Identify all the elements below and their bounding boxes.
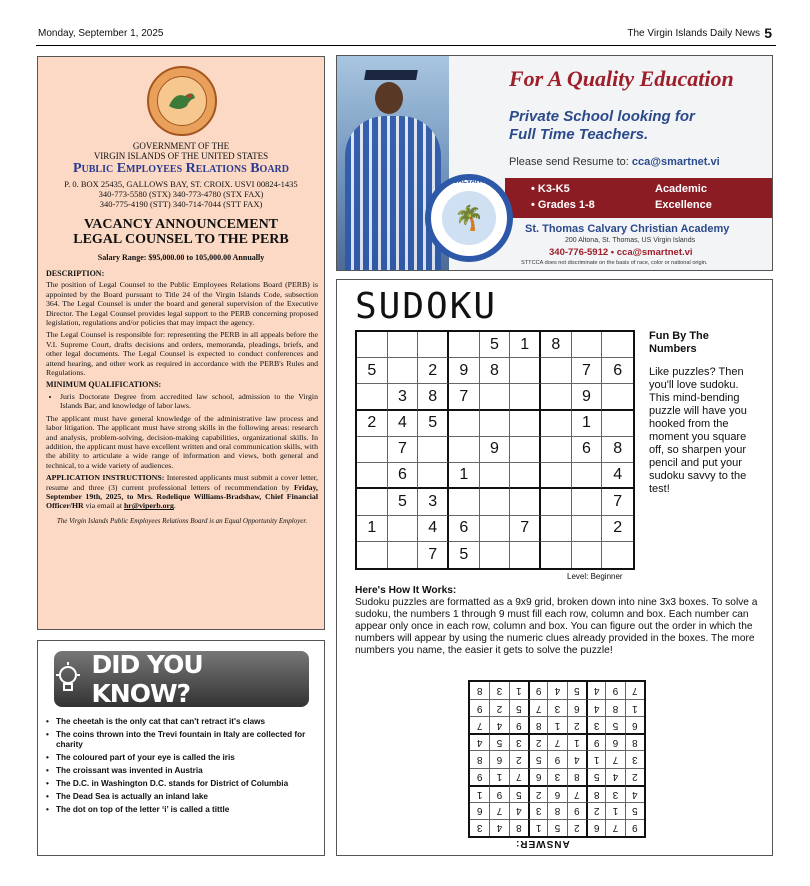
band-excellence: Excellence bbox=[655, 199, 712, 211]
answer-cell: 5 bbox=[509, 785, 528, 802]
sudoku-cell[interactable] bbox=[510, 542, 541, 568]
sudoku-cell[interactable] bbox=[602, 384, 633, 410]
sudoku-cell[interactable]: 8 bbox=[602, 437, 633, 463]
sudoku-cell[interactable] bbox=[572, 332, 603, 358]
answer-cell: 2 bbox=[528, 733, 547, 750]
edu-resume-text: Please send Resume to: bbox=[509, 156, 629, 168]
answer-cell: 4 bbox=[586, 682, 605, 699]
answer-cell: 8 bbox=[567, 768, 586, 785]
sudoku-cell[interactable] bbox=[388, 332, 419, 358]
edu-subhead-1: Private School looking for bbox=[509, 108, 695, 125]
did-you-know-banner bbox=[54, 651, 309, 707]
sudoku-cell[interactable] bbox=[572, 516, 603, 542]
answer-cell: 9 bbox=[586, 733, 605, 750]
qualifications-heading: MINIMUM QUALIFICATIONS: bbox=[46, 380, 162, 390]
sudoku-cell[interactable] bbox=[388, 358, 419, 384]
sudoku-level: Level: Beginner bbox=[567, 572, 623, 581]
answer-cell: 4 bbox=[489, 716, 508, 733]
answer-cell: 5 bbox=[528, 750, 547, 767]
sudoku-cell[interactable]: 1 bbox=[357, 516, 388, 542]
board-name: Public Employees Relations Board bbox=[72, 161, 290, 176]
sudoku-cell[interactable] bbox=[541, 489, 572, 515]
did-you-know-box bbox=[37, 640, 325, 856]
sudoku-cell[interactable]: 7 bbox=[602, 489, 633, 515]
answer-cell: 9 bbox=[509, 716, 528, 733]
school-name: St. Thomas Calvary Christian Academy bbox=[525, 223, 730, 235]
school-emblem-icon bbox=[425, 174, 513, 262]
sudoku-cell[interactable] bbox=[357, 332, 388, 358]
board-address bbox=[38, 179, 324, 209]
sudoku-cell[interactable] bbox=[449, 411, 480, 437]
answer-cell: 2 bbox=[625, 768, 644, 785]
header-page-number: 5 bbox=[764, 25, 772, 41]
facts-list bbox=[46, 717, 316, 815]
answer-cell: 3 bbox=[489, 682, 508, 699]
sudoku-intro bbox=[649, 330, 759, 496]
sudoku-cell[interactable] bbox=[602, 332, 633, 358]
sudoku-cell[interactable]: 8 bbox=[541, 332, 572, 358]
school-disclaimer: STTCCA does not discriminate on the basis of race, color or national origin. bbox=[521, 260, 708, 266]
band-academic: Academic bbox=[655, 183, 707, 195]
header-paper-name: The Virgin Islands Daily News bbox=[627, 28, 760, 39]
answer-cell: 5 bbox=[509, 699, 528, 716]
answer-cell: 3 bbox=[625, 750, 644, 767]
sudoku-cell[interactable] bbox=[418, 437, 449, 463]
answer-cell: 1 bbox=[470, 785, 489, 802]
sudoku-cell[interactable]: 1 bbox=[510, 332, 541, 358]
application-tail: via email at bbox=[85, 501, 122, 511]
sudoku-cell[interactable] bbox=[510, 463, 541, 489]
application-text: Interested applicants must submit a cover letter, resume and three (3) current professional letters of recommendation by bbox=[46, 473, 318, 492]
sudoku-cell[interactable] bbox=[480, 463, 511, 489]
fact-item: • The Dead Sea is actually an inland lake bbox=[46, 792, 316, 802]
sudoku-cell[interactable] bbox=[572, 542, 603, 568]
sudoku-cell[interactable]: 4 bbox=[418, 516, 449, 542]
answer-cell: 1 bbox=[489, 768, 508, 785]
answer-cell: 6 bbox=[489, 750, 508, 767]
sudoku-cell[interactable]: 4 bbox=[602, 463, 633, 489]
sudoku-cell[interactable]: 8 bbox=[418, 384, 449, 410]
fact-item: • The dot on top of the letter ‘i’ is called a tittle bbox=[46, 805, 316, 815]
eoe-statement: The Virgin Islands Public Employees Relations Board is an Equal Opportunity Employer. bbox=[56, 516, 308, 525]
sudoku-cell[interactable]: 5 bbox=[388, 489, 419, 515]
sudoku-puzzle-grid[interactable] bbox=[355, 330, 635, 570]
answer-cell: 5 bbox=[547, 819, 566, 836]
answer-cell: 3 bbox=[586, 716, 605, 733]
sudoku-cell[interactable] bbox=[510, 411, 541, 437]
sudoku-cell[interactable] bbox=[541, 516, 572, 542]
edu-red-band bbox=[505, 178, 773, 218]
answer-cell: 6 bbox=[625, 716, 644, 733]
sudoku-cell[interactable] bbox=[480, 516, 511, 542]
answer-cell: 4 bbox=[489, 819, 508, 836]
answer-cell: 6 bbox=[605, 733, 624, 750]
answer-cell: 4 bbox=[625, 785, 644, 802]
answer-cell: 2 bbox=[567, 819, 586, 836]
answer-cell: 6 bbox=[528, 768, 547, 785]
sudoku-cell[interactable]: 5 bbox=[418, 411, 449, 437]
salary-range: Salary Range: $95,000.00 to 105,000.00 Annually bbox=[97, 253, 265, 262]
application-deadline: Friday, September 19th, 2025, to Mrs. Rodelique Williams-Bradshaw, Chief Financial Officer/HR bbox=[46, 482, 318, 511]
answer-cell: 9 bbox=[625, 819, 644, 836]
answer-cell: 3 bbox=[605, 785, 624, 802]
answer-cell: 5 bbox=[489, 733, 508, 750]
sudoku-cell[interactable]: 6 bbox=[449, 516, 480, 542]
answer-cell: 3 bbox=[470, 819, 489, 836]
answer-cell: 9 bbox=[605, 682, 624, 699]
sudoku-cell[interactable]: 6 bbox=[388, 463, 419, 489]
school-contact: 340-776-5912 • cca@smartnet.vi bbox=[549, 247, 693, 258]
sudoku-cell[interactable]: 1 bbox=[572, 411, 603, 437]
answer-cell: 1 bbox=[586, 750, 605, 767]
answer-cell: 1 bbox=[547, 716, 566, 733]
answer-cell: 2 bbox=[509, 750, 528, 767]
answer-cell: 7 bbox=[605, 750, 624, 767]
answer-label: ANSWER: bbox=[515, 838, 570, 849]
fact-item: • The coins thrown into the Trevi fountain in Italy are collected for charity bbox=[46, 730, 316, 750]
sudoku-cell[interactable] bbox=[357, 384, 388, 410]
sudoku-cell[interactable] bbox=[541, 463, 572, 489]
answer-cell: 9 bbox=[489, 785, 508, 802]
sudoku-cell[interactable]: 7 bbox=[418, 542, 449, 568]
sudoku-cell[interactable]: 6 bbox=[572, 437, 603, 463]
description-paragraph-2: The Legal Counsel is responsible for: representing the PERB in all appeals before the V.I. Supreme Court, drafts decisions and orders, memoranda, pleadings, briefs, and other legal documents. The Legal Counsel is expected to conduct conferences and attend hearing, and other work as required in accordance with the PERB's Rules and Regulations. bbox=[46, 330, 318, 378]
answer-cell: 4 bbox=[547, 682, 566, 699]
band-k3: • K3-K5 bbox=[531, 183, 570, 195]
sudoku-section bbox=[336, 279, 773, 856]
sudoku-cell[interactable] bbox=[510, 358, 541, 384]
perb-seal-icon bbox=[147, 66, 217, 136]
sudoku-cell[interactable] bbox=[602, 411, 633, 437]
did-you-know-title: DID YOU KNOW? bbox=[91, 650, 203, 708]
answer-cell: 2 bbox=[567, 716, 586, 733]
application-heading: APPLICATION INSTRUCTIONS: bbox=[46, 473, 165, 483]
answer-cell: 7 bbox=[547, 733, 566, 750]
edu-headline: For A Quality Education bbox=[509, 66, 734, 91]
band-grades: • Grades 1-8 bbox=[531, 199, 595, 211]
answer-cell: 8 bbox=[625, 733, 644, 750]
fun-title: Fun By The Numbers bbox=[649, 330, 709, 355]
answer-cell: 7 bbox=[605, 819, 624, 836]
fact-item: • The D.C. in Washington D.C. stands for District of Columbia bbox=[46, 779, 316, 789]
answer-cell: 4 bbox=[567, 750, 586, 767]
sudoku-cell[interactable] bbox=[388, 516, 419, 542]
sudoku-cell[interactable] bbox=[357, 489, 388, 515]
fun-text: Like puzzles? Then you'll love sudoku. This mind-bending puzzle will have you hooked from the moment you square off, so sharpen your pencil and put your sudoku savvy to the test! bbox=[649, 366, 747, 495]
edu-resume-email[interactable]: cca@smartnet.vi bbox=[631, 156, 720, 168]
fact-item: • The cheetah is the only cat that can't retract it's claws bbox=[46, 717, 316, 727]
answer-cell: 7 bbox=[470, 716, 489, 733]
perb-vacancy-ad bbox=[37, 56, 325, 630]
answer-cell: 5 bbox=[567, 682, 586, 699]
sudoku-cell[interactable] bbox=[449, 489, 480, 515]
answer-cell: 8 bbox=[470, 750, 489, 767]
sudoku-cell[interactable] bbox=[541, 437, 572, 463]
sudoku-cell[interactable]: 5 bbox=[449, 542, 480, 568]
how-it-works bbox=[355, 585, 760, 657]
answer-cell: 5 bbox=[605, 716, 624, 733]
sudoku-cell[interactable]: 9 bbox=[449, 358, 480, 384]
sudoku-cell[interactable] bbox=[357, 463, 388, 489]
answer-cell: 8 bbox=[605, 699, 624, 716]
sudoku-cell[interactable]: 5 bbox=[357, 358, 388, 384]
how-title: Here's How It Works: bbox=[355, 585, 457, 596]
answer-cell: 3 bbox=[509, 733, 528, 750]
answer-cell: 8 bbox=[509, 819, 528, 836]
description-heading: DESCRIPTION: bbox=[46, 269, 105, 278]
email-link[interactable]: hr@viperb.org bbox=[123, 501, 174, 511]
answer-cell: 5 bbox=[586, 768, 605, 785]
sudoku-cell[interactable]: 9 bbox=[572, 384, 603, 410]
sudoku-cell[interactable] bbox=[541, 411, 572, 437]
answer-cell: 8 bbox=[476, 685, 483, 697]
answer-cell: 2 bbox=[528, 785, 547, 802]
sudoku-title: SUDOKU bbox=[355, 286, 498, 327]
sudoku-cell[interactable] bbox=[541, 384, 572, 410]
how-text: Sudoku puzzles are formatted as a 9x9 grid, broken down into nine 3x3 boxes. To solve a sudoku, the numbers 1 through 9 must fill each row, column and box. Each number can appear only once in each row, column and box. You can figure out the order in which the numbers will appear by using the numeric clues already provided in the boxes. The more numbers you name, the easier it gets to solve the puzzle! bbox=[355, 597, 758, 656]
description-paragraph-1: The position of Legal Counsel to the Public Employees Relations Board (PERB) is appointed by the Board pursuant to Title 24 of the Virgin Islands Code, subsection 364. The Legal Counsel is under the board and general supervision of the Executive Director. The Legal Counsel provides legal support to the PERB concerning proposed legislation, regulations and/or policies that may impact the agency. bbox=[46, 280, 318, 328]
fact-item: • The coloured part of your eye is called the iris bbox=[46, 753, 316, 763]
sudoku-cell[interactable]: 1 bbox=[449, 463, 480, 489]
skills-paragraph: The applicant must have general knowledge of the administrative law process and labor litigation. The applicant must have strong skills in the following areas: research and analysis, problem-solving, decision-making capabilities, organizational skills. In addition, the applicant must have excellent written and oral communication skills, with the ability to articulate a wide range of information and views, both general and technical, to a wide variety of audiences. bbox=[46, 413, 318, 470]
sudoku-cell[interactable] bbox=[510, 384, 541, 410]
sudoku-cell[interactable] bbox=[480, 384, 511, 410]
phone-line-2: 340-775-4190 (STT) 340-714-7044 (STT FAX) bbox=[99, 199, 263, 209]
qualification-item: • Juris Doctorate Degree from accredited law school, admission to the Virgin Islands Bar, and knowledge of labor laws. bbox=[60, 392, 318, 411]
school-address: 200 Altona, St. Thomas, US Virgin Islands bbox=[565, 237, 696, 244]
sudoku-cell[interactable]: 2 bbox=[602, 516, 633, 542]
sudoku-cell[interactable] bbox=[480, 542, 511, 568]
answer-cell: 7 bbox=[489, 802, 508, 819]
education-ad bbox=[336, 55, 773, 271]
answer-cell: 6 bbox=[470, 802, 489, 819]
fact-item: • The croissant was invented in Austria bbox=[46, 766, 316, 776]
answer-cell: 1 bbox=[528, 819, 547, 836]
answer-cell: 5 bbox=[625, 802, 644, 819]
answer-cell: 9 bbox=[470, 768, 489, 785]
header-rule bbox=[36, 45, 776, 46]
answer-cell: 1 bbox=[625, 699, 644, 716]
sudoku-answer-grid bbox=[468, 680, 646, 838]
sudoku-cell[interactable] bbox=[480, 411, 511, 437]
answer-cell: 7 bbox=[509, 768, 528, 785]
answer-cell: 2 bbox=[586, 802, 605, 819]
gov-line-2: VIRGIN ISLANDS OF THE UNITED STATES bbox=[93, 151, 269, 161]
answer-cell: 8 bbox=[547, 802, 566, 819]
sudoku-cell[interactable] bbox=[357, 542, 388, 568]
sudoku-cell[interactable]: 3 bbox=[418, 489, 449, 515]
vacancy-line-1: VACANCY ANNOUNCEMENT bbox=[83, 217, 279, 232]
bird-icon bbox=[165, 86, 199, 116]
sudoku-cell[interactable]: 8 bbox=[480, 358, 511, 384]
phone-line-1: 340-773-5580 (STX) 340-773-4780 (STX FAX) bbox=[98, 189, 264, 199]
sudoku-cell[interactable] bbox=[418, 332, 449, 358]
answer-cell: 7 bbox=[528, 699, 547, 716]
vacancy-line-2: LEGAL COUNSEL TO THE PERB bbox=[73, 232, 289, 247]
sudoku-cell[interactable] bbox=[388, 542, 419, 568]
answer-cell: 6 bbox=[567, 699, 586, 716]
sudoku-cell[interactable] bbox=[572, 489, 603, 515]
answer-cell: 6 bbox=[547, 785, 566, 802]
sudoku-cell[interactable] bbox=[572, 463, 603, 489]
sudoku-cell[interactable] bbox=[510, 437, 541, 463]
sudoku-cell[interactable]: 7 bbox=[449, 384, 480, 410]
answer-cell: 3 bbox=[547, 768, 566, 785]
sudoku-cell[interactable] bbox=[602, 542, 633, 568]
sudoku-cell[interactable]: 2 bbox=[357, 411, 388, 437]
edu-subhead bbox=[509, 108, 695, 144]
answer-cell: 4 bbox=[605, 768, 624, 785]
vacancy-body bbox=[46, 268, 318, 526]
answer-cell: 9 bbox=[547, 750, 566, 767]
header-date: Monday, September 1, 2025 bbox=[38, 28, 164, 39]
vacancy-title bbox=[38, 217, 324, 247]
sudoku-cell[interactable] bbox=[541, 358, 572, 384]
answer-cell: 2 bbox=[489, 699, 508, 716]
edu-resume-line bbox=[509, 156, 720, 168]
sudoku-cell[interactable]: 7 bbox=[388, 437, 419, 463]
address-line: P. 0. BOX 25435, GALLOWS BAY, ST. CROIX. USVI 00824-1435 bbox=[64, 179, 298, 189]
answer-cell: 1 bbox=[567, 733, 586, 750]
sudoku-cell[interactable]: 6 bbox=[602, 358, 633, 384]
answer-cell: 8 bbox=[528, 716, 547, 733]
emblem-text: CALVARY bbox=[452, 178, 486, 185]
sudoku-cell[interactable] bbox=[449, 437, 480, 463]
palm-tree-icon: 🌴 bbox=[442, 191, 496, 245]
answer-cell: 9 bbox=[567, 802, 586, 819]
answer-cell: 1 bbox=[509, 682, 528, 699]
answer-cell: 7 bbox=[567, 785, 586, 802]
answer-cell: 3 bbox=[547, 699, 566, 716]
answer-cell: 7 bbox=[625, 682, 644, 699]
gov-line-1: GOVERNMENT OF THE bbox=[132, 141, 230, 151]
answer-cell: 3 bbox=[528, 802, 547, 819]
application-paragraph: APPLICATION INSTRUCTIONS: Interested applicants must submit a cover letter, resume and three (3) current professional letters of recommendation by Friday, September 19th, 2025, to Mrs. Rodelique Williams-Bradshaw, Chief Financial Officer/HR via email at hr@viperb.org. bbox=[46, 473, 318, 511]
answer-cell: 4 bbox=[586, 699, 605, 716]
answer-cell: 9 bbox=[470, 699, 489, 716]
sudoku-cell[interactable] bbox=[357, 437, 388, 463]
sudoku-cell[interactable] bbox=[541, 542, 572, 568]
edu-subhead-2: Full Time Teachers. bbox=[509, 126, 649, 143]
answer-cell: 8 bbox=[586, 785, 605, 802]
answer-cell: 9 bbox=[528, 682, 547, 699]
answer-cell: 6 bbox=[586, 819, 605, 836]
answer-cell: 4 bbox=[509, 802, 528, 819]
answer-cell: 1 bbox=[605, 802, 624, 819]
sudoku-cell[interactable] bbox=[480, 489, 511, 515]
sudoku-cell[interactable]: 3 bbox=[388, 384, 419, 410]
answer-cell: 4 bbox=[470, 733, 489, 750]
sudoku-cell[interactable] bbox=[510, 489, 541, 515]
sudoku-cell[interactable]: 7 bbox=[510, 516, 541, 542]
sudoku-cell[interactable]: 9 bbox=[480, 437, 511, 463]
sudoku-cell[interactable] bbox=[449, 332, 480, 358]
sudoku-cell[interactable]: 7 bbox=[572, 358, 603, 384]
sudoku-cell[interactable]: 5 bbox=[480, 332, 511, 358]
sudoku-cell[interactable]: 2 bbox=[418, 358, 449, 384]
sudoku-cell[interactable]: 4 bbox=[388, 411, 419, 437]
sudoku-cell[interactable] bbox=[418, 463, 449, 489]
lightbulb-icon bbox=[54, 662, 82, 696]
